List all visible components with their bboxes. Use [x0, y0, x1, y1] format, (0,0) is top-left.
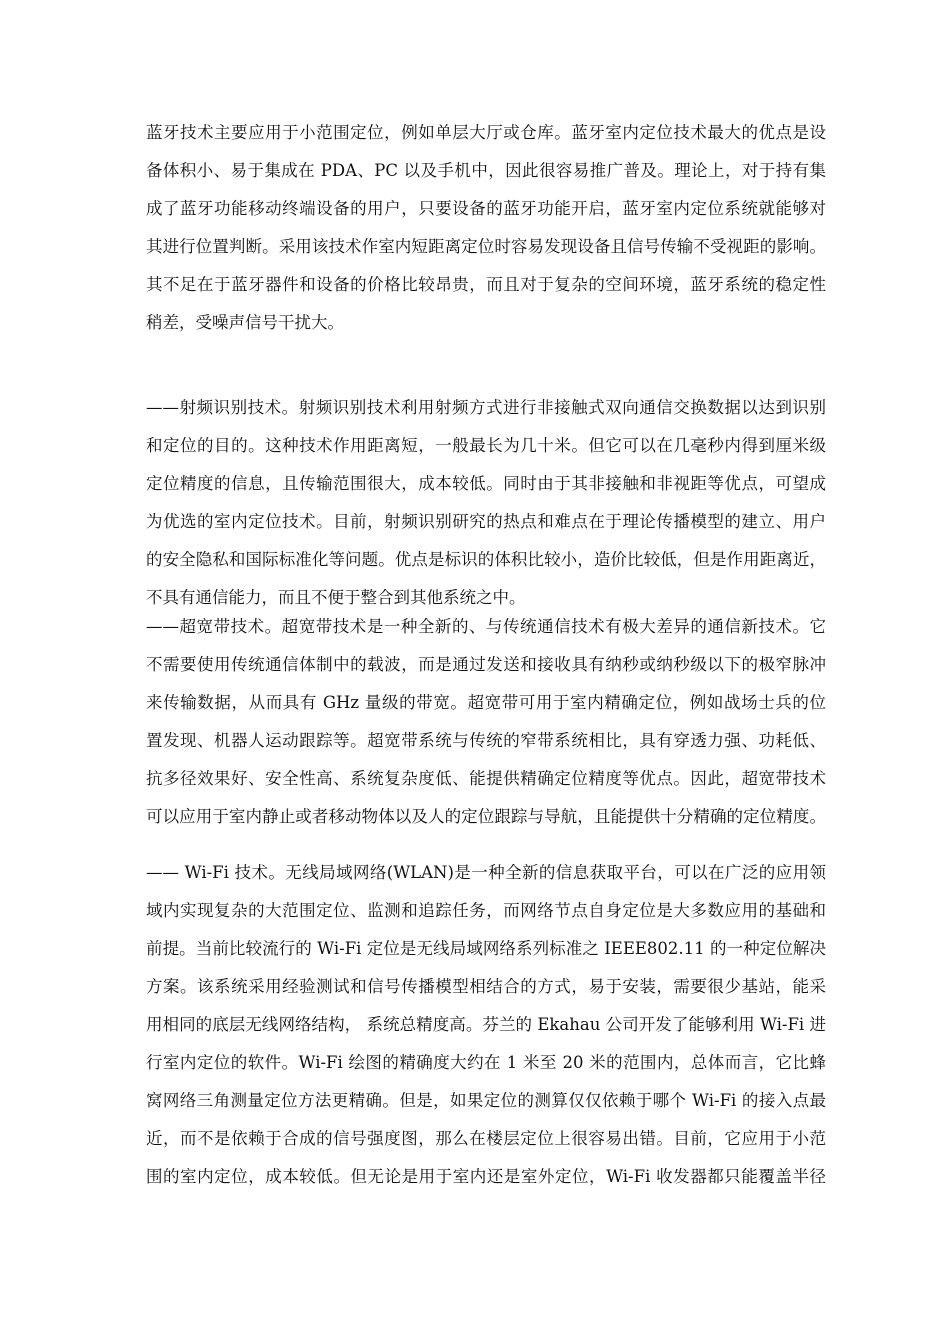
text-line: 可以应用于室内静止或者移动物体以及人的定位跟踪与导航，且能提供十分精确的定位精度。 — [146, 807, 826, 826]
text-line: ——射频识别技术。射频识别技术利用射频方式进行非接触式双向通信交换数据以达到识别 — [146, 398, 826, 417]
paragraph-bluetooth — [146, 114, 826, 342]
text-line: 备体积小、易于集成在 PDA、PC 以及手机中，因此很容易推广普及。理论上，对于持有集 — [146, 161, 826, 180]
text-line: 其不足在于蓝牙器件和设备的价格比较昂贵，而且对于复杂的空间环境，蓝牙系统的稳定性 — [146, 275, 826, 294]
text-line: 定位精度的信息，且传输范围很大，成本较低。同时由于其非接触和非视距等优点，可望成 — [146, 474, 826, 493]
paragraph-wifi — [146, 854, 826, 1196]
text-line: 置发现、机器人运动跟踪等。超宽带系统与传统的窄带系统相比，具有穿透力强、功耗低、 — [146, 731, 826, 750]
text-line: 为优选的室内定位技术。目前，射频识别研究的热点和难点在于理论传播模型的建立、用户 — [146, 512, 826, 531]
text-line: 前提。当前比较流行的 Wi-Fi 定位是无线局域网络系列标准之 IEEE802.11 的一种定位解决 — [146, 939, 826, 958]
paragraph-uwb — [146, 608, 826, 836]
text-line: 不需要使用传统通信体制中的载波，而是通过发送和接收具有纳秒或纳秒级以下的极窄脉冲 — [146, 655, 826, 674]
text-line: 不具有通信能力，而且不便于整合到其他系统之中。 — [146, 588, 526, 607]
text-line: 的安全隐私和国际标准化等问题。优点是标识的体积比较小，造价比较低，但是作用距离近， — [146, 550, 826, 569]
text-line: 抗多径效果好、安全性高、系统复杂度低、能提供精确定位精度等优点。因此，超宽带技术 — [146, 769, 826, 788]
text-line: 方案。该系统采用经验测试和信号传播模型相结合的方式，易于安装，需要很少基站，能采 — [146, 977, 826, 996]
text-line: 近，而不是依赖于合成的信号强度图，那么在楼层定位上很容易出错。目前，它应用于小范 — [146, 1129, 826, 1148]
text-line: 成了蓝牙功能移动终端设备的用户，只要设备的蓝牙功能开启，蓝牙室内定位系统就能够对 — [146, 199, 826, 218]
text-line: ——超宽带技术。超宽带技术是一种全新的、与传统通信技术有极大差异的通信新技术。它 — [146, 617, 826, 636]
text-line: 围的室内定位，成本较低。但无论是用于室内还是室外定位，Wi-Fi 收发器都只能覆盖半径 — [146, 1167, 826, 1186]
text-line: 用相同的底层无线网络结构， 系统总精度高。芬兰的 Ekahau 公司开发了能够利用 Wi-Fi 进 — [146, 1015, 826, 1034]
text-line: 稍差，受噪声信号干扰大。 — [146, 313, 344, 332]
text-line: 窝网络三角测量定位方法更精确。但是，如果定位的测算仅仅依赖于哪个 Wi-Fi 的接入点最 — [146, 1091, 826, 1110]
text-line: 和定位的目的。这种技术作用距离短，一般最长为几十米。但它可以在几毫秒内得到厘米级 — [146, 436, 826, 455]
paragraph-rfid — [146, 389, 826, 617]
text-line: —— Wi-Fi 技术。无线局域网络(WLAN)是一种全新的信息获取平台，可以在广泛的应用领 — [146, 863, 826, 882]
text-line: 行室内定位的软件。Wi-Fi 绘图的精确度大约在 1 米至 20 米的范围内，总体而言，它比蜂 — [146, 1053, 826, 1072]
text-line: 域内实现复杂的大范围定位、监测和追踪任务，而网络节点自身定位是大多数应用的基础和 — [146, 901, 826, 920]
text-line: 来传输数据，从而具有 GHz 量级的带宽。超宽带可用于室内精确定位，例如战场士兵的位 — [146, 693, 826, 712]
text-line: 其进行位置判断。采用该技术作室内短距离定位时容易发现设备且信号传输不受视距的影响。 — [146, 237, 826, 256]
text-line: 蓝牙技术主要应用于小范围定位，例如单层大厅或仓库。蓝牙室内定位技术最大的优点是设 — [146, 123, 826, 142]
